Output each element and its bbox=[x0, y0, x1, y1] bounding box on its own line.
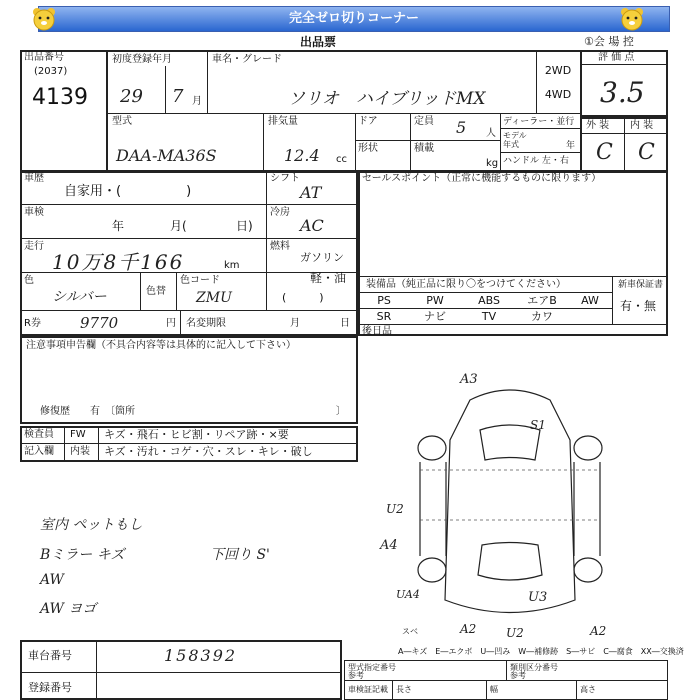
fuel-other: ( ) bbox=[282, 291, 324, 304]
equip-aw: AW bbox=[581, 294, 599, 307]
chassis-label: 車台番号 bbox=[28, 649, 72, 662]
drive-4wd: 4WD bbox=[544, 88, 572, 101]
inspection-day-unit: 日) bbox=[236, 219, 253, 233]
recycle-unit: 円 bbox=[166, 318, 176, 329]
registration-limit-day: 日 bbox=[340, 318, 350, 329]
repair-label: 修復歴 有 〔箇所 bbox=[40, 406, 135, 417]
section-banner: 完全ゼロ切りコーナー bbox=[38, 6, 670, 32]
handle-label: ハンドル 左・右 bbox=[503, 156, 569, 166]
inspection-year-unit: 年 bbox=[112, 219, 125, 233]
model-year-label: モデル年式 bbox=[503, 131, 527, 149]
first-reg-month: 7 bbox=[172, 86, 184, 107]
spec-width: 幅 bbox=[490, 685, 498, 694]
displacement-value: 12.4 bbox=[284, 146, 320, 165]
handwritten-note-mid: 下回り S' bbox=[210, 547, 270, 563]
shift-value: AT bbox=[300, 183, 322, 202]
mark-a2-left: A2 bbox=[460, 622, 477, 636]
spec-type-number: 型式指定番号 bbox=[348, 663, 396, 672]
recycle-value: 9770 bbox=[80, 314, 119, 332]
color-change-label: 色替 bbox=[146, 286, 166, 297]
mark-u2-rear: U2 bbox=[506, 626, 524, 640]
capacity-unit: 人 bbox=[486, 128, 496, 139]
vehicle-class-label: 車歴 bbox=[24, 173, 44, 184]
damage-legend: A―キズ E―エクボ U―凹み W―補修跡 S―サビ C―腐食 XX―交換済 bbox=[398, 647, 684, 656]
color-label: 色 bbox=[24, 275, 34, 286]
fuel-diesel: 軽・油 bbox=[310, 271, 347, 285]
handwritten-note-4: AW ヨゴ bbox=[40, 601, 97, 617]
shape-label: 形状 bbox=[358, 143, 378, 154]
lot-label: 出品番号 bbox=[24, 52, 64, 63]
mark-a3: A3 bbox=[460, 372, 478, 387]
capacity-label: 定員 bbox=[414, 116, 434, 127]
mark-u3: U3 bbox=[528, 590, 548, 605]
inspector-label-2: 記入欄 bbox=[24, 446, 54, 457]
displacement-unit: cc bbox=[336, 154, 347, 165]
bear-icon-right bbox=[618, 6, 646, 32]
first-reg-month-unit: 月 bbox=[192, 96, 202, 107]
lot-code: (2037) bbox=[34, 66, 68, 77]
mark-a2-right: A2 bbox=[590, 624, 607, 638]
mileage-value: 10万8千166 bbox=[52, 250, 185, 274]
spec-height: 高さ bbox=[580, 685, 596, 694]
door-label: ドア bbox=[358, 116, 378, 127]
equip-sr: SR bbox=[376, 310, 392, 323]
spec-length: 長さ bbox=[396, 685, 412, 694]
fuel-label: 燃料 bbox=[270, 241, 290, 252]
inspection-month-unit: 月( bbox=[170, 219, 187, 233]
mileage-unit: km bbox=[224, 260, 240, 271]
car-name-value: ソリオ ハイブリッドMX bbox=[288, 89, 486, 109]
inspection-label: 車検 bbox=[24, 207, 44, 218]
exterior-grade: C bbox=[596, 140, 613, 165]
notes-label: 注意事項申告欄（不具合内容等は具体的に記入して下さい） bbox=[26, 340, 296, 351]
interior-label: 内 装 bbox=[630, 120, 654, 131]
handwritten-note-1: 室内 ペットもし bbox=[40, 517, 143, 533]
handwritten-note-2: Bミラー キズ bbox=[40, 547, 125, 563]
inspector-row1-head: FW bbox=[70, 429, 86, 440]
equip-abs: ABS bbox=[478, 294, 500, 307]
load-label: 積載 bbox=[414, 143, 434, 154]
handwritten-note-3: AW bbox=[40, 572, 64, 588]
vehicle-class-value: 自家用・( ) bbox=[64, 184, 192, 199]
first-reg-label: 初度登録年月 bbox=[112, 54, 172, 65]
rear-seat-label: 後日品 bbox=[362, 326, 392, 337]
spec-certificate: 車検証記載 bbox=[348, 685, 388, 694]
load-unit: kg bbox=[486, 158, 499, 169]
copy-label: ①会 場 控 bbox=[584, 35, 634, 48]
interior-grade: C bbox=[638, 140, 655, 165]
registration-limit-label: 名変期限 bbox=[186, 318, 226, 329]
exterior-label: 外 装 bbox=[586, 120, 610, 131]
equip-pw: PW bbox=[426, 294, 444, 307]
model-value: DAA-MA36S bbox=[116, 146, 217, 165]
grade-value: 3.5 bbox=[600, 76, 645, 109]
car-name-label: 車名・グレード bbox=[212, 54, 282, 65]
inspector-row2-head: 内装 bbox=[70, 446, 90, 457]
chassis-value: 158392 bbox=[164, 646, 238, 665]
equip-navi: ナビ bbox=[424, 310, 446, 323]
inspector-row2: キズ・汚れ・コゲ・穴・スレ・キレ・破し bbox=[104, 445, 313, 458]
lot-number: 4139 bbox=[32, 85, 88, 110]
spec-ref-1: 参考 bbox=[348, 671, 364, 680]
ac-value: AC bbox=[300, 216, 324, 235]
warranty-value: 有・無 bbox=[620, 299, 657, 313]
displacement-label: 排気量 bbox=[268, 116, 298, 127]
plate-label: 登録番号 bbox=[28, 681, 72, 694]
equip-leather: カワ bbox=[531, 310, 553, 323]
model-year-unit: 年 bbox=[566, 141, 576, 151]
spec-ref-2: 参考 bbox=[510, 671, 526, 680]
color-code-label: 色コード bbox=[180, 275, 220, 286]
warranty-label: 新車保証書 bbox=[618, 280, 664, 290]
repair-close: 〕 bbox=[336, 406, 346, 417]
equip-ps: PS bbox=[377, 294, 391, 307]
grade-label: 評 価 点 bbox=[598, 52, 635, 63]
recycle-label: R券 bbox=[24, 318, 41, 329]
mark-small: スベ bbox=[402, 627, 418, 636]
drive-2wd: 2WD bbox=[544, 64, 572, 77]
equip-tv: TV bbox=[481, 310, 497, 323]
mark-u2-side: U2 bbox=[386, 502, 404, 516]
dealer-label: ディーラー・並行 bbox=[503, 117, 575, 127]
fuel-gasoline: ガソリン bbox=[300, 251, 344, 264]
ac-label: 冷房 bbox=[270, 207, 290, 218]
first-reg-year: 29 bbox=[120, 86, 143, 107]
model-label: 型式 bbox=[112, 116, 132, 127]
form-title: 出品票 bbox=[300, 35, 337, 49]
capacity-value: 5 bbox=[456, 118, 467, 137]
bear-icon-left bbox=[30, 6, 58, 32]
mileage-label: 走行 bbox=[24, 241, 44, 252]
equipment-label: 装備品（純正品に限り〇をつけてください） bbox=[366, 279, 566, 290]
equip-airbag: エアB bbox=[527, 294, 557, 307]
color-code-value: ZMU bbox=[196, 290, 232, 306]
mark-s1: S1 bbox=[530, 418, 546, 432]
mark-a4: A4 bbox=[380, 538, 398, 553]
shift-label: シフト bbox=[270, 173, 300, 184]
inspector-row1: キズ・飛石・ヒビ割・リペア跡・×要 bbox=[104, 428, 289, 441]
sales-point-label: セールスポイント（正常に機能するものに限ります） bbox=[362, 173, 602, 184]
inspector-label-1: 検査員 bbox=[24, 429, 54, 440]
registration-limit-month: 月 bbox=[290, 318, 300, 329]
color-value: シルバー bbox=[52, 289, 107, 305]
spec-class-number: 類別区分番号 bbox=[510, 663, 558, 672]
mark-ua4: UA4 bbox=[396, 588, 420, 601]
